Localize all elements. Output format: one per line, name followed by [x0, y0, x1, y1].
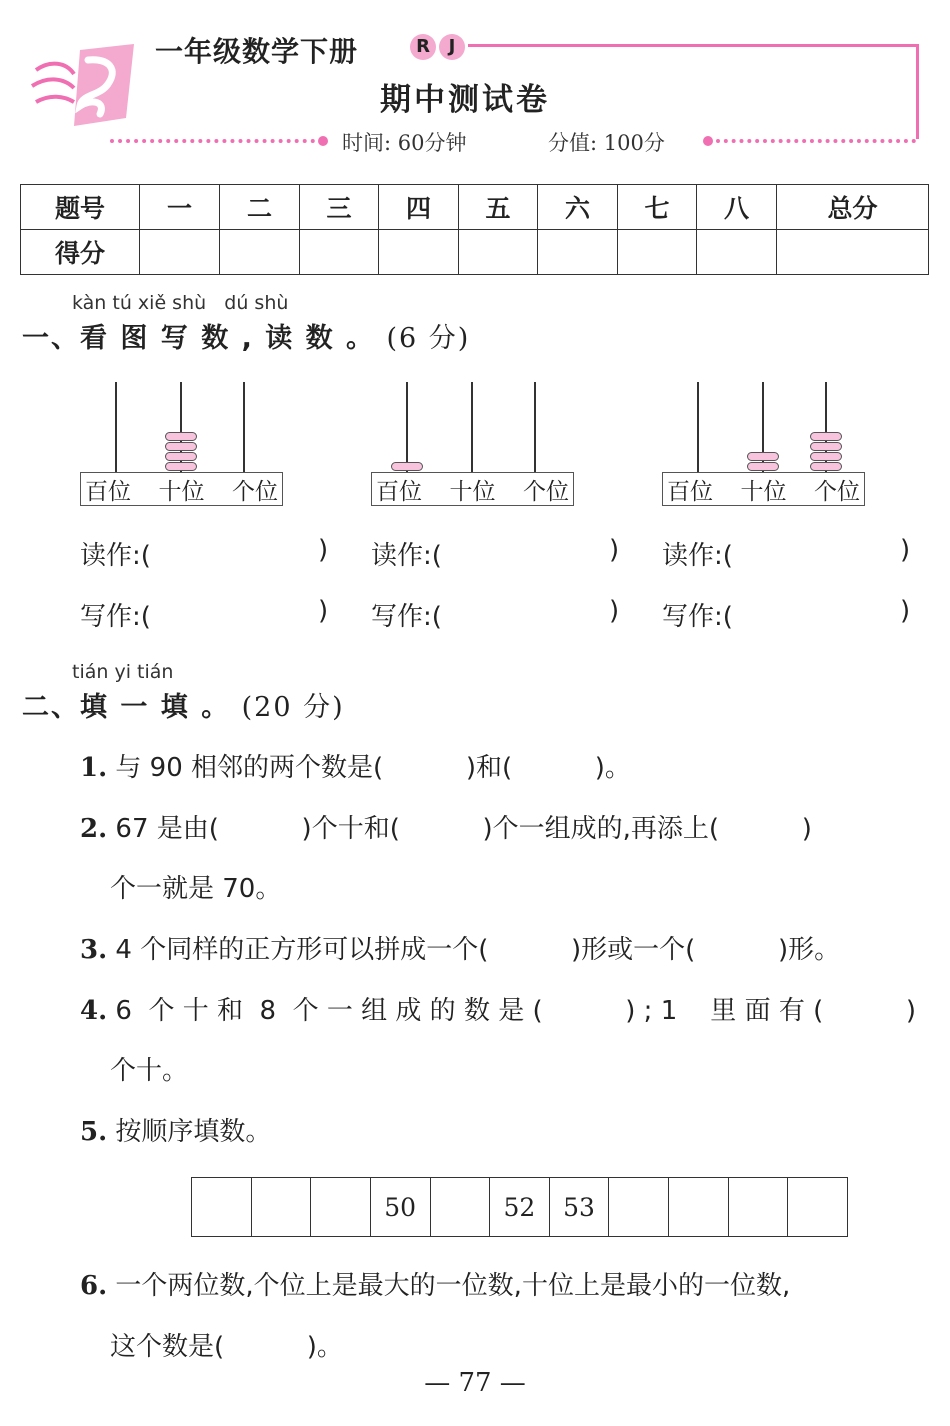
question-number: 5. — [80, 1117, 108, 1147]
hundreds-rod — [406, 382, 408, 472]
score-cell[interactable] — [140, 230, 220, 275]
sequence-cell[interactable] — [192, 1178, 252, 1237]
sequence-row — [192, 1178, 848, 1237]
sequence-cell: 52 — [490, 1178, 550, 1237]
score-cell[interactable] — [538, 230, 618, 275]
edition-badge — [410, 34, 465, 60]
place-label-hundreds: 百位 — [376, 478, 422, 505]
sequence-cell[interactable] — [788, 1178, 848, 1237]
hundreds-rod — [115, 382, 117, 472]
write-answer-close: ) — [900, 596, 911, 626]
read-answer-close: ) — [900, 535, 911, 565]
score-header-cell: 三 — [300, 185, 379, 230]
place-label-tens: 十位 — [740, 478, 787, 505]
question-text: 67 是由( )个十和( )个一组成的,再添上( ) — [115, 814, 812, 844]
exam-title: 期中测试卷 — [380, 82, 550, 118]
abacus-2 — [371, 382, 576, 510]
section2-pinyin: tián yi tián — [72, 661, 174, 683]
place-label-ones: 个位 — [814, 478, 860, 505]
score-header-cell: 二 — [220, 185, 300, 230]
write-answer-label: 写作:( — [371, 602, 442, 632]
exam-time: 时间: 60分钟 — [342, 131, 467, 155]
section1-points: (6 分) — [386, 323, 471, 354]
score-header-cell: 一 — [140, 185, 220, 230]
question-text: 6 个 十 和 8 个 一 组 成 的 数 是 ( ) ; 1 里 面 有 ( ) — [115, 996, 917, 1026]
abacus-base — [662, 472, 865, 506]
section2-title-text: 二、填 一 填 。 — [22, 692, 231, 723]
hundreds-rod — [697, 382, 699, 472]
sequence-cell: 53 — [549, 1178, 609, 1237]
sequence-cell[interactable] — [669, 1178, 729, 1237]
question-6 — [80, 1265, 790, 1302]
score-header-cell: 题号 — [21, 185, 140, 230]
abacus-bead — [165, 462, 197, 471]
question-2 — [80, 808, 812, 845]
abacus-bead — [747, 452, 779, 461]
section1-title — [22, 316, 470, 355]
abacus-bead — [747, 462, 779, 471]
abacus-bead — [165, 452, 197, 461]
read-answer-close: ) — [318, 535, 329, 565]
read-answer-label: 读作:( — [662, 541, 733, 571]
question-6-continued: 这个数是( )。 — [110, 1332, 343, 1362]
abacus-bead — [810, 432, 842, 441]
sequence-cell: 50 — [370, 1178, 430, 1237]
abacus-bead — [810, 442, 842, 451]
question-number: 6. — [80, 1271, 108, 1301]
section2-points: (20 分) — [241, 692, 345, 723]
abacus-base — [371, 472, 574, 506]
score-cell[interactable] — [697, 230, 777, 275]
abacus-bead — [810, 452, 842, 461]
score-cell[interactable] — [777, 230, 929, 275]
section1-pinyin: kàn tú xiě shù dú shù — [72, 292, 289, 314]
score-header-cell: 八 — [697, 185, 777, 230]
sequence-cell[interactable] — [311, 1178, 371, 1237]
score-cell[interactable] — [220, 230, 300, 275]
ones-rod — [243, 382, 245, 472]
place-label-hundreds: 百位 — [667, 478, 713, 505]
score-header-cell: 五 — [459, 185, 538, 230]
score-cell[interactable] — [379, 230, 459, 275]
question-5 — [80, 1111, 271, 1148]
dotted-rule-right — [716, 139, 916, 143]
read-answer-label: 读作:( — [80, 541, 151, 571]
place-label-ones: 个位 — [232, 478, 278, 505]
abacus-3 — [662, 382, 867, 510]
score-table-header-row — [21, 185, 929, 230]
abacus-bead — [391, 462, 423, 471]
score-table-score-row — [21, 230, 929, 275]
section2-title — [22, 685, 345, 724]
edition-letter-r: R — [410, 34, 436, 60]
series-title: 一年级数学下册 — [155, 35, 359, 68]
score-cell[interactable] — [459, 230, 538, 275]
question-1 — [80, 747, 631, 784]
abacus-bead — [165, 442, 197, 451]
sequence-cell[interactable] — [609, 1178, 669, 1237]
read-answer-label: 读作:( — [371, 541, 442, 571]
question-text: 4 个同样的正方形可以拼成一个( )形或一个( )形。 — [115, 935, 841, 965]
dotted-rule-left — [110, 139, 315, 143]
score-cell[interactable] — [618, 230, 697, 275]
question-text: 与 90 相邻的两个数是( )和( )。 — [115, 753, 631, 783]
question-number: 1. — [80, 753, 108, 783]
question-4-continued: 个十。 — [110, 1056, 189, 1086]
write-answer-label: 写作:( — [80, 602, 151, 632]
score-header-cell: 总分 — [777, 185, 929, 230]
exam-full-score: 分值: 100分 — [548, 131, 665, 155]
write-answer-close: ) — [609, 596, 620, 626]
abacus-base — [80, 472, 283, 506]
ones-rod — [534, 382, 536, 472]
number-sequence-table — [191, 1177, 848, 1237]
place-label-hundreds: 百位 — [85, 478, 131, 505]
rule-dot-right — [703, 136, 713, 146]
score-table — [20, 184, 929, 275]
write-answer-label: 写作:( — [662, 602, 733, 632]
question-number: 4. — [80, 996, 108, 1026]
abacus-bead — [165, 432, 197, 441]
question-text: 一个两位数,个位上是最大的一位数,十位上是最小的一位数, — [115, 1271, 791, 1301]
place-label-tens: 十位 — [449, 478, 496, 505]
sequence-cell[interactable] — [251, 1178, 311, 1237]
edition-letter-j: J — [439, 34, 465, 60]
question-number: 3. — [80, 935, 108, 965]
score-header-cell: 六 — [538, 185, 618, 230]
sequence-cell[interactable] — [430, 1178, 490, 1237]
abacus-1 — [80, 382, 285, 510]
question-text: 按顺序填数。 — [115, 1117, 272, 1147]
sequence-cell[interactable] — [728, 1178, 788, 1237]
rule-dot-left — [318, 136, 328, 146]
publisher-logo — [30, 40, 140, 130]
section1-title-text: 一、看 图 写 数 , 读 数 。 — [22, 323, 376, 354]
question-number: 2. — [80, 814, 108, 844]
tens-rod — [471, 382, 473, 472]
place-label-tens: 十位 — [158, 478, 205, 505]
score-header-cell: 七 — [618, 185, 697, 230]
question-3 — [80, 929, 840, 966]
page-number: — 77 — — [424, 1368, 526, 1398]
score-cell[interactable] — [300, 230, 379, 275]
score-row-label: 得分 — [21, 230, 140, 275]
place-label-ones: 个位 — [523, 478, 569, 505]
question-4 — [80, 990, 916, 1027]
read-answer-close: ) — [609, 535, 620, 565]
question-2-continued: 个一就是 70。 — [110, 874, 282, 904]
abacus-bead — [810, 462, 842, 471]
score-header-cell: 四 — [379, 185, 459, 230]
write-answer-close: ) — [318, 596, 329, 626]
